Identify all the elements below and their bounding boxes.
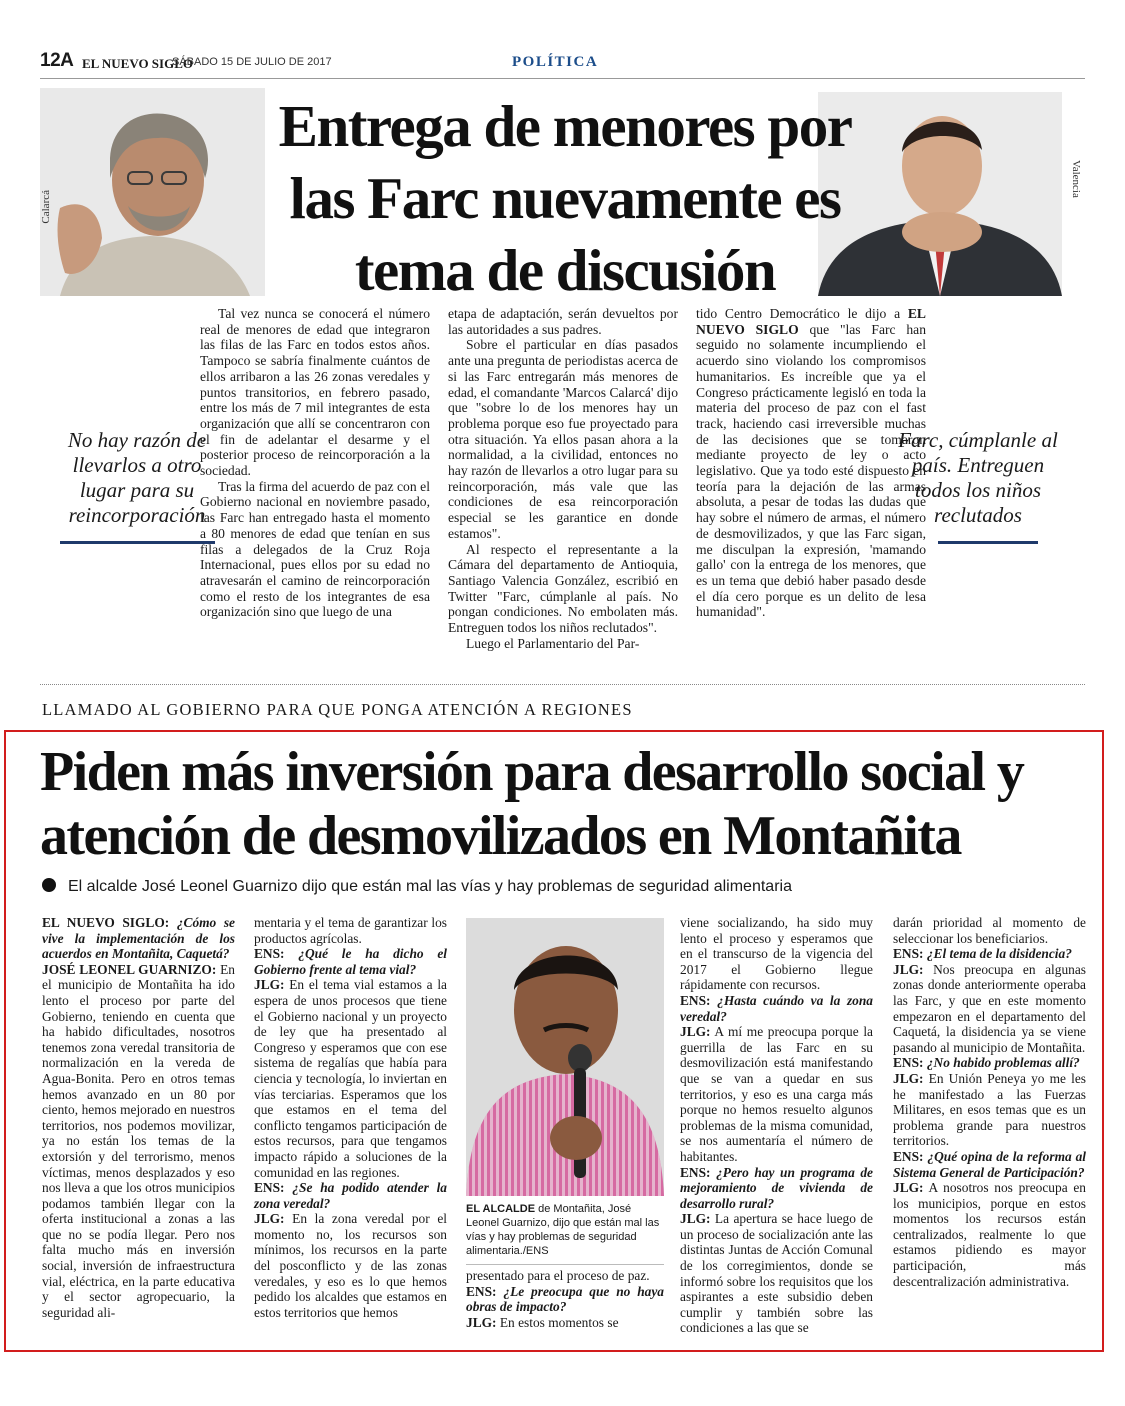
pull-quote-left-rule [60,541,215,544]
interview-paragraph [893,1055,1086,1071]
speaker-label: ENS: [466,1283,497,1299]
interview-paragraph [893,1149,1086,1180]
text-run: que "las Farc han seguido no solamente incumpliendo el acuerdo sino violando los compromisos humanitarios. Es increíble que ya el Congreso prácticamente legisló en toda la materia del proceso de paz con el fast track, haciendo casi irreversible muchas de las decisiones que se tomaron mediante proyecto de ley o acto legislativo. Que ya todo esté dispuesto en teoría para la dejación de las armas absoluta, a pesar de todas las dudas que hay sobre el número de armas, el número de desmovilizados, y que las Farc sigan, me disculpan la expresión, 'mamando gallo' con la entrega de los menores, que es un tema que debió haber pasado desde el día cero porque es un delito de lesa humanidad". [696,321,926,620]
interview-answer: En estos momentos se [496,1314,619,1330]
story1-column-1 [200,306,430,620]
pull-quote-right-rule [938,541,1038,544]
caption-lead: EL ALCALDE [466,1203,536,1215]
caption-rule [466,1264,664,1265]
speaker-label: ENS: [680,1164,711,1180]
interview-paragraph [893,946,1086,962]
photo-calarca [40,88,265,296]
speaker-label: ENS: [254,1180,285,1196]
story1-column-2 [448,306,678,651]
photo-alcalde-caption [466,1202,664,1258]
story1-paragraph: Al respecto el representante a la Cámara del departamento de Antioquia, Santiago Valencia González, escribió en Twitter "Farc, cúmplanle al país. No pongan condiciones. No embolaten más. Entreguen todos los niños reclutados". [448,541,678,636]
interview-paragraph [893,1071,1086,1149]
speaker-label: JOSÉ LEONEL GUARNIZO: [42,961,217,977]
photo-alcalde [466,918,664,1196]
photo-right-caption: Valencia [1070,160,1082,198]
photo-left-caption: Calarcá [40,190,52,224]
speaker-label: ENS: [893,946,924,962]
interview-answer: En la zona veredal por el momento no, los recursos son mínimos, los recursos en la parte del posconflicto y de las zonas veredales, y eso es lo que hemos pedido los alcaldes que estamos en estos territorios que hemos [254,1211,447,1320]
interview-question: ¿Pero hay un programa de mejoramiento de vivienda de desarrollo rural? [680,1164,873,1211]
speaker-label: JLG: [254,977,285,993]
page-number: 12A [40,50,74,71]
interview-question: ¿El tema de la disidencia? [923,946,1072,962]
interview-paragraph [254,946,447,977]
interview-answer: En Unión Peneya yo me les he manifestado a las Fuerzas Militares, en esos temas que es un problema grande para nuestros territorios. [893,1070,1086,1149]
interview-column-1 [42,915,235,1320]
interview-answer: darán prioridad al momento de seleccionar los beneficiarios. [893,915,1086,946]
interview-column-2 [254,915,447,1320]
interview-paragraph [680,1165,873,1212]
interview-column-3 [466,1268,664,1330]
story2-kicker: LLAMADO AL GOBIERNO PARA QUE PONGA ATENCIÓN A REGIONES [42,700,633,719]
interview-paragraph [893,1180,1086,1289]
interview-paragraph [680,993,873,1024]
interview-question: ¿Se ha podido atender la zona veredal? [254,1180,447,1211]
interview-paragraph [42,962,235,1321]
interview-paragraph [466,1284,664,1315]
interview-answer: La apertura se hace luego de un proceso de socialización ante las distintas Juntas de Acción Comunal de los corregimientos, donde se informó sobre los requisitos que los aspirantes a este subsidio deben cumplir y también sobre las condiciones a las que se [680,1211,873,1336]
issue-date: SÁBADO 15 DE JULIO DE 2017 [172,56,332,68]
interview-answer: En el municipio de Montañita ha ido lento el proceso por parte del Gobierno, teniendo en cuenta que ha habido dificultades, nosotros tenemos zona veredal transitoria de normalización en la vereda de Agua-Bonita. Pero en otros temas hemos avanzado en un 80 por ciento, hemos mejorado en nuestros territorios, nos podemos movilizar, ya no están los temas de la extorsión y del terrorismo, menos víctimas, menos desplazados y eso nos lleva a que los otros municipios podamos también llegar con la oferta institucional a zonas a las que no se podía llegar. Pero nos falta mucho más en inversión social, inversión de infraestructura vial, eléctrica, en la parte educativa y el sector agropecuario, la seguridad ali- [42,961,235,1320]
speaker-label: ENS: [254,946,285,962]
story1-paragraph: Luego el Parlamentario del Par- [466,635,640,651]
interview-answer: A nosotros nos preocupa en los municipios, porque en estos momentos los recursos están centralizados, realmente lo que estamos pidiendo es mayor participación, más descentralización administrativa. [893,1180,1086,1289]
speaker-label: EL NUEVO SIGLO: [42,915,170,930]
interview-question: ¿Qué opina de la reforma al Sistema General de Participación? [893,1148,1086,1180]
bullet-icon [42,878,56,892]
interview-paragraph [680,915,873,993]
interview-paragraph [893,962,1086,1056]
interview-column-5 [893,915,1086,1289]
interview-question: ¿No habido problemas allí? [923,1055,1080,1071]
story1-headline: Entrega de menores por las Farc nuevamente es tema de discusión [278,93,852,303]
newspaper-name-inline: EL NUEVO SIGLO [696,306,926,337]
interview-question: ¿Hasta cuándo va la zona veredal? [680,992,873,1024]
section-label: POLÍTICA [512,54,599,70]
interview-answer: mentaria y el tema de garantizar los productos agrícolas. [254,915,447,946]
interview-answer: En el tema vial estamos a la espera de unos procesos que tiene el Gobierno nacional y un proyecto de ley que ha presentado al Congreso y esperamos que con ese sistema de regalías que había para ciencia y tecnología, lo inviertan en vías terciarias. Esperamos que los que estamos en el tema del conflicto tengamos participación de estos recursos, para que tengamos impacto rápido a soluciones de la comunidad en las regiones. [254,977,447,1180]
speaker-label: JLG: [893,961,924,977]
speaker-label: JLG: [254,1211,285,1227]
story2-headline: Piden más inversión para desarrollo social y atención de desmovilizados en Montañita [40,741,1024,867]
deck-text: El alcalde José Leonel Guarnizo dijo que están mal las vías y hay problemas de seguridad alimentaria [68,878,792,895]
page-header [40,48,1085,79]
speaker-label: JLG: [893,1180,924,1196]
interview-answer: A mí me preocupa porque la guerrilla de las Farc en su desmovilización está manifestando que se van a quedar en sus territorios, y eso es una carga más porque no hemos resuelto algunos problemas de la misma comunidad, se nos aumentaría el número de habitantes. [680,1024,873,1164]
pull-quote-left: No hay razón de llevarlos a otro lugar para su reincorporación [67,428,207,527]
story1-paragraph: Sobre el particular en días pasados ante una pregunta de periodistas acerca de si las Farc entregarán más menores de edad, el comandante 'Marcos Calarcá' dijo que "sobre lo de los menores hay un problema porque eso fue proyectado para otra situación. Ya ellos pasan ahora a la normalidad, a la civilidad, entonces no hay razón de llevarlos a otro lugar para su reincorporación, más vale que las condiciones de esa reincorporación especial se les garantice en donde estamos". [448,337,678,541]
story1-paragraph: Tal vez nunca se conocerá el número real de menores de edad que integraron las filas de las Farc en todos estos años. Tampoco se sabría finalmente cuántos de ellos arribaron a las 26 zonas veredales y puntos transitorios, en febrero pasado, entre los más de 7 mil integrantes de esta organización que allí se concentraron con el fin de adelantar el desarme y el posterior proceso de reincorporación a la sociedad. [200,306,430,479]
story2-deck [42,878,792,896]
speaker-label: ENS: [680,992,711,1008]
speaker-label: JLG: [466,1314,497,1330]
caption-text: de Montañita, José Leonel Guarnizo, dijo que están mal las vías y hay problemas de seguridad alimentaria./ENS [466,1203,660,1257]
portrait-man-grey-hair-icon [40,88,265,296]
text-run: tido Centro Democrático le dijo a [696,306,908,321]
interview-paragraph [466,1268,664,1284]
interview-paragraph [254,977,447,1180]
interview-answer: viene socializando, ha sido muy lento el proceso y esperamos que en el transcurso de la vigencia del 2017 el Gobierno llegue rápidamente con recursos. [680,915,873,993]
pull-quote-right: Farc, cúmplanle al país. Entreguen todos los niños reclutados [898,428,1058,527]
interview-paragraph [254,915,447,946]
interview-paragraph [893,915,1086,946]
interview-answer: presentado para el proceso de paz. [466,1268,650,1283]
interview-question: ¿Cómo se vive la implementación de los acuerdos en Montañita, Caquetá? [42,915,235,962]
interview-column-4 [680,915,873,1336]
interview-paragraph [680,1024,873,1164]
interview-paragraph [466,1315,664,1331]
newspaper-name: EL NUEVO SIGLO [82,56,193,71]
story1-paragraph: Tras la firma del acuerdo de paz con el Gobierno nacional en noviembre pasado, las Farc han entregado hasta el momento a 80 menores de edad que tenían en sus filas a delegados de la Cruz Roja Internacional, pues ellos por su edad no atravesarán el camino de reincorporación como el resto de los integrantes de esa organización sino que luego de una [200,478,430,620]
speaker-label: JLG: [893,1070,924,1086]
portrait-mayor-microphone-icon [466,918,664,1196]
section-divider [40,684,1085,685]
interview-answer: Nos preocupa en algunas zonas donde anteriormente operaba las Farc, y que en este momento empezaron en el departamento del Caquetá, la disidencia ya se viene pasando al municipio de Montañita. [893,961,1086,1055]
interview-paragraph [254,1180,447,1211]
story1-paragraph [696,306,926,620]
interview-question: ¿Qué le ha dicho el Gobierno frente al tema vial? [254,946,447,977]
speaker-label: ENS: [893,1148,924,1164]
interview-paragraph [680,1211,873,1336]
speaker-label: JLG: [680,1024,711,1040]
speaker-label: ENS: [893,1055,924,1071]
story1-paragraph: etapa de adaptación, serán devueltos por las autoridades a sus padres. [448,306,678,337]
story1-column-3 [696,306,926,620]
interview-question: ¿Le preocupa que no haya obras de impacto? [466,1283,664,1315]
speaker-label: JLG: [680,1211,711,1227]
interview-paragraph [42,915,235,962]
interview-paragraph [254,1211,447,1320]
